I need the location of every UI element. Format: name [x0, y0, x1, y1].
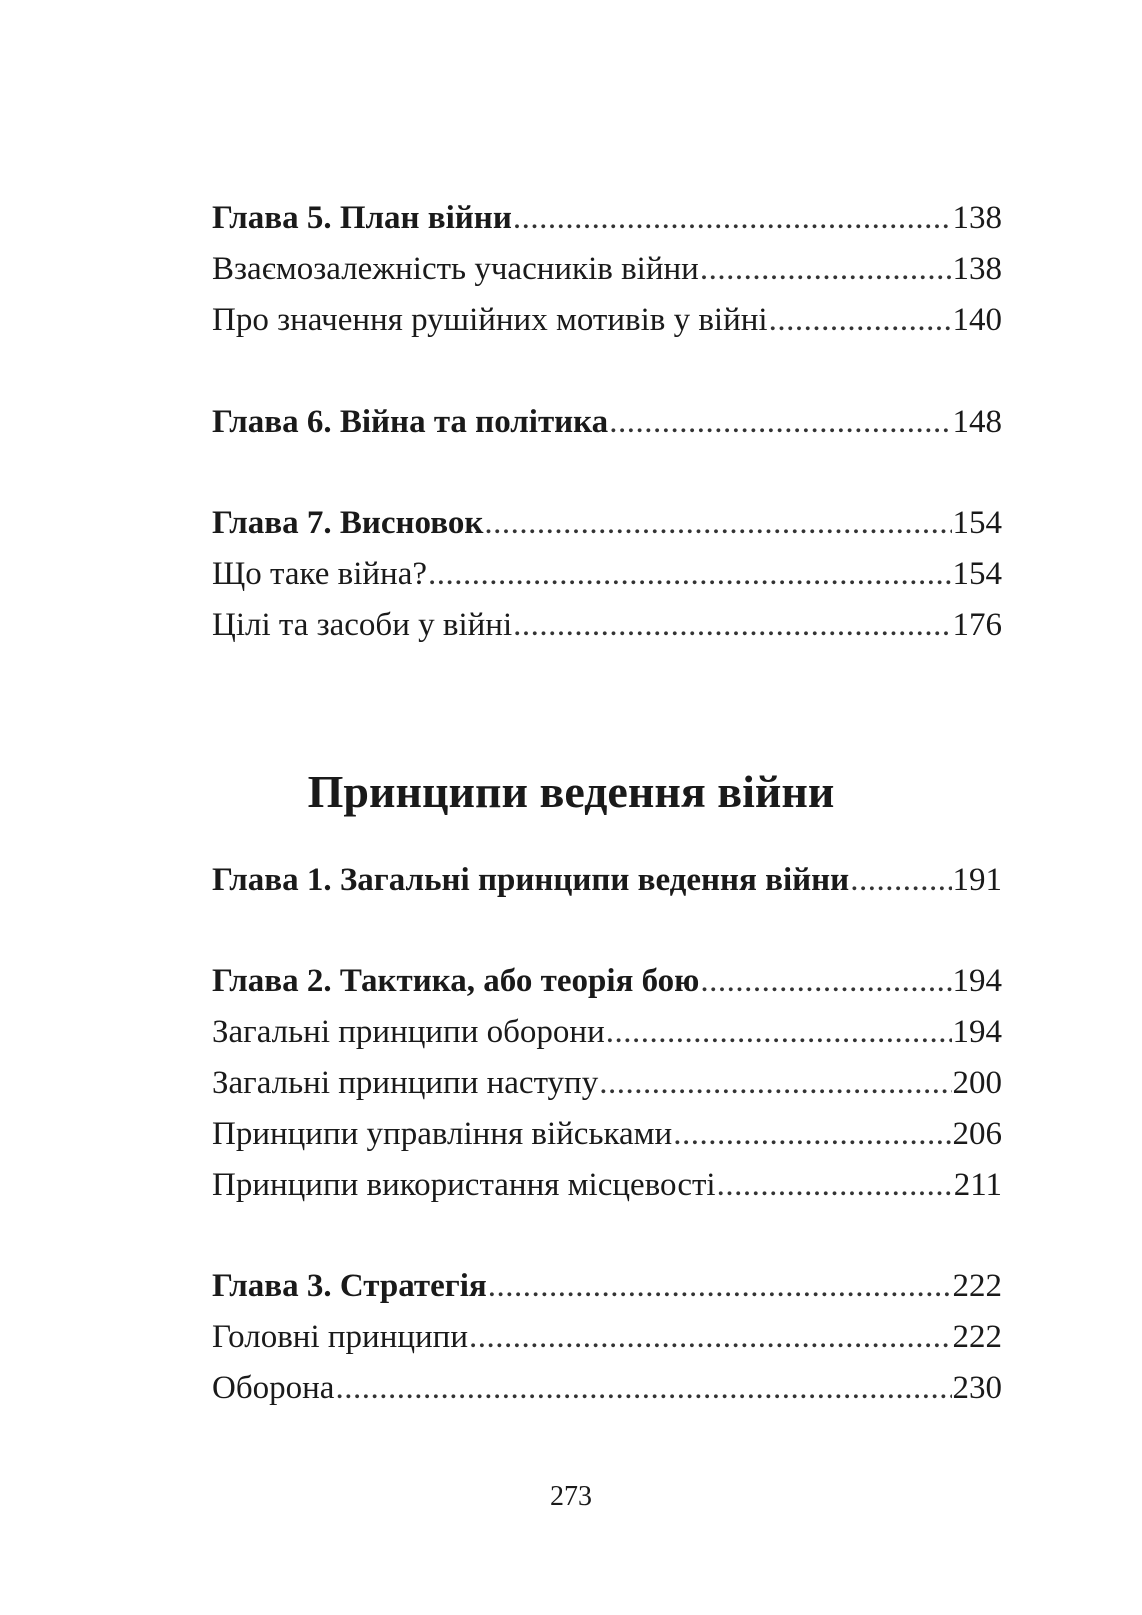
- dot-leader: [513, 603, 951, 647]
- dot-leader: [469, 1315, 952, 1359]
- toc-entry-label: Глава 2. Тактика, або теорія бою: [212, 963, 700, 999]
- dot-leader: [599, 1061, 951, 1105]
- toc-entry-section: [212, 552, 1002, 596]
- toc-entry-page: 176: [952, 607, 1002, 643]
- toc-entry-section: [212, 247, 1002, 291]
- toc-entry-label: Що таке війна?: [212, 556, 427, 592]
- dot-leader: [700, 247, 952, 291]
- toc-entry-label: Принципи управління військами: [212, 1116, 673, 1152]
- toc-entry-section: [212, 1112, 1002, 1156]
- dot-leader: [769, 298, 952, 342]
- toc-entry-label: Загальні принципи наступу: [212, 1065, 599, 1101]
- toc-entry-page: 154: [952, 556, 1002, 592]
- dot-leader: [488, 1264, 952, 1308]
- toc-entry-page: 222: [952, 1319, 1002, 1355]
- dot-leader: [609, 400, 951, 444]
- toc-entry-label: Принципи використання місцевості: [212, 1167, 716, 1203]
- dot-leader: [484, 501, 951, 545]
- toc-entry-chapter-3: [212, 1264, 1002, 1308]
- toc-entry-page: 194: [952, 1014, 1002, 1050]
- dot-leader: [513, 196, 952, 240]
- toc-entry-label: Оборона: [212, 1370, 335, 1406]
- toc-entry-label: Глава 6. Війна та політика: [212, 404, 609, 440]
- dot-leader: [850, 858, 951, 902]
- dot-leader: [606, 1010, 952, 1054]
- toc-entry-label: Глава 1. Загальні принципи ведення війни: [212, 862, 850, 898]
- dot-leader: [700, 959, 951, 1003]
- toc-entry-page: 206: [952, 1116, 1002, 1152]
- toc-entry-page: 194: [952, 963, 1002, 999]
- toc-entry-chapter-2: [212, 959, 1002, 1003]
- toc-entry-section: [212, 1010, 1002, 1054]
- toc-entry-label: Про значення рушійних мотивів у війні: [212, 302, 768, 338]
- dot-leader: [335, 1366, 951, 1410]
- toc-entry-chapter-6: [212, 400, 1002, 444]
- toc-entry-label: Головні принципи: [212, 1319, 468, 1355]
- toc-entry-page: 200: [952, 1065, 1002, 1101]
- toc-entry-page: 191: [952, 862, 1002, 898]
- toc-entry-section: [212, 1163, 1002, 1207]
- toc-entry-chapter-7: [212, 501, 1002, 545]
- toc-entry-chapter-5: [212, 196, 1002, 240]
- toc-entry-page: 148: [952, 404, 1002, 440]
- part-title: Принципи ведення війни: [307, 766, 835, 817]
- toc-entry-label: Глава 3. Стратегія: [212, 1268, 487, 1304]
- toc-entry-label: Глава 7. Висновок: [212, 505, 484, 541]
- toc-entry-section: [212, 298, 1002, 342]
- toc-entry-label: Глава 5. План війни: [212, 200, 512, 236]
- dot-leader: [717, 1163, 953, 1207]
- toc-entry-section: [212, 1366, 1002, 1410]
- toc-entry-page: 140: [952, 302, 1002, 338]
- toc-entry-page: 230: [952, 1370, 1002, 1406]
- toc-entry-section: [212, 1061, 1002, 1105]
- toc-entry-section: [212, 1315, 1002, 1359]
- toc-entry-label: Загальні принципи оборони: [212, 1014, 605, 1050]
- toc-entry-page: 211: [953, 1167, 1002, 1203]
- toc-entry-page: 222: [952, 1268, 1002, 1304]
- dot-leader: [673, 1112, 951, 1156]
- page-number: 273: [550, 1481, 592, 1512]
- toc-entry-page: 138: [952, 251, 1002, 287]
- dot-leader: [428, 552, 952, 596]
- toc-entry-page: 138: [952, 200, 1002, 236]
- toc-entry-label: Цілі та засоби у війні: [212, 607, 513, 643]
- toc-entry-page: 154: [952, 505, 1002, 541]
- toc-entry-chapter-1: [212, 858, 1002, 902]
- toc-entry-section: [212, 603, 1002, 647]
- toc-entry-label: Взаємозалежність учасників війни: [212, 251, 699, 287]
